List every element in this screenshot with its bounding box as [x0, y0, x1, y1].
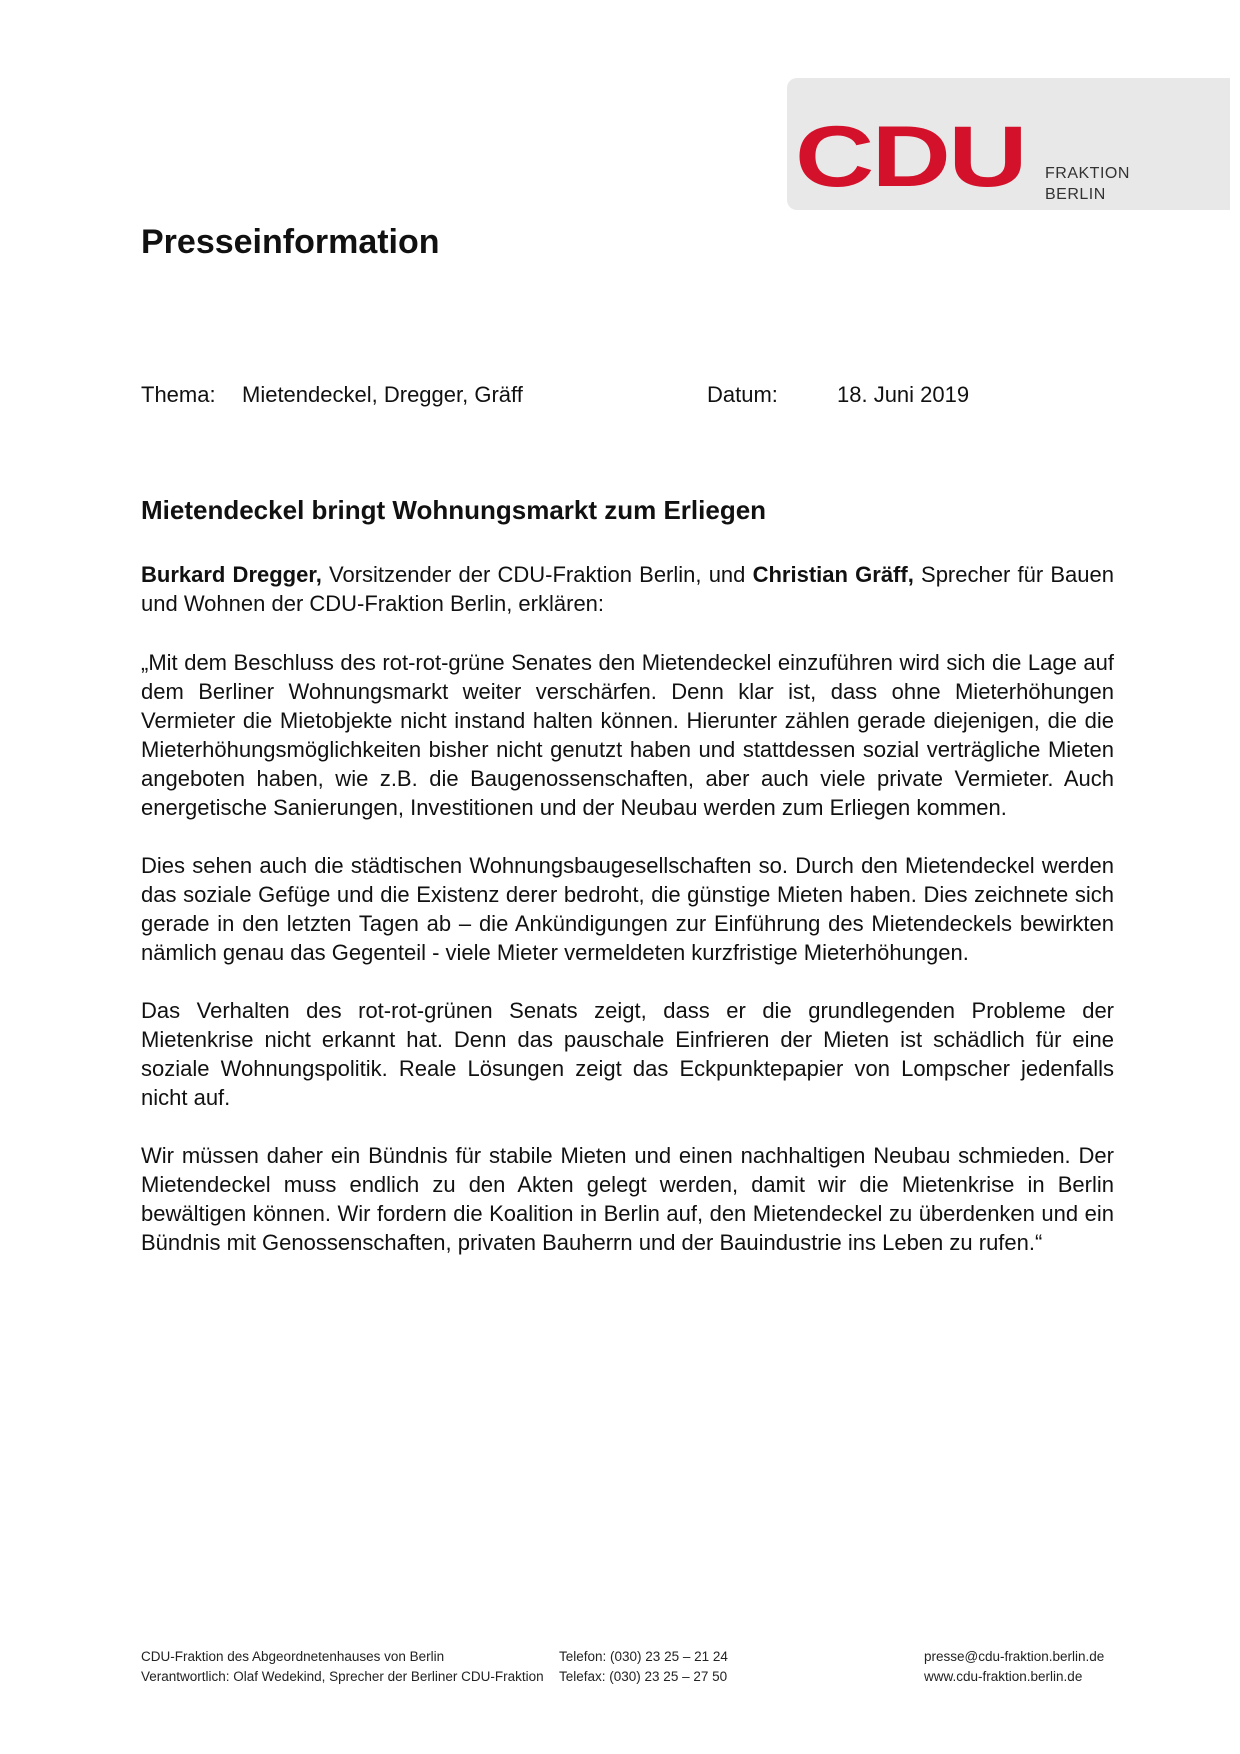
lead-text-2: Sprecher für Bauen und Wohnen der CDU-Fraktion Berlin, erklären: — [141, 562, 1114, 616]
topic-value: Mietendeckel, Dregger, Gräff — [242, 382, 523, 407]
footer-responsible: Verantwortlich: Olaf Wedekind, Sprecher der Berliner CDU-Fraktion — [141, 1669, 544, 1684]
footer-phone: Telefon: (030) 23 25 – 21 24 — [559, 1649, 728, 1664]
paragraph-2: Dies sehen auch die städtischen Wohnungsbaugesellschaften so. Durch den Mietendeckel werden das soziale Gefüge und die Existenz derer bedroht, die günstige Mieten haben. Dies zeichnete sich gerade in den letzten Tagen ab – die Ankündigungen zur Einführung des Mietendeckels bewirkten nämlich genau das Gegenteil - viele Mieter vermeldeten kurzfristige Mieterhöhungen. — [141, 853, 1114, 965]
footer-website-link[interactable]: www.cdu-fraktion.berlin.de — [924, 1669, 1083, 1684]
lead-text-1: Vorsitzender der CDU-Fraktion Berlin, und — [321, 562, 753, 587]
logo-subtitle — [1045, 163, 1130, 205]
footer-contact-block — [559, 1647, 728, 1687]
headline: Mietendeckel bringt Wohnungsmarkt zum Erliegen — [141, 495, 767, 525]
article-body — [141, 560, 1114, 1286]
cdu-logo — [787, 78, 1230, 210]
lead-paragraph — [141, 560, 1114, 618]
logo-line-berlin: BERLIN — [1045, 186, 1106, 203]
paragraph-1: „Mit dem Beschluss des rot-rot-grüne Senates den Mietendeckel einzuführen wird sich die Lage auf dem Berliner Wohnungsmarkt weiter verschärfen. Denn klar ist, dass ohne Mieterhöhungen Vermieter die Mietobjekte nicht instand halten können. Hierunter zählen gerade diejenigen, die die Mieterhöhungsmöglichkeiten bisher nicht genutzt haben und stattdessen sozial verträgliche Mieten angeboten haben, wie z.B. die Baugenossenschaften, aber auch viele private Vermieter. Auch energetische Sanierungen, Investitionen und der Neubau werden zum Erliegen kommen. — [141, 650, 1114, 820]
date-label: Datum: — [707, 382, 778, 407]
speaker-graeff: Christian Gräff, — [752, 562, 914, 587]
date-value: 18. Juni 2019 — [837, 382, 970, 407]
svg-text:CDU: CDU — [795, 122, 1025, 194]
logo-line-fraktion: FRAKTION — [1045, 165, 1130, 182]
footer-email-link[interactable]: presse@cdu-fraktion.berlin.de — [924, 1649, 1105, 1664]
footer-org-block — [141, 1647, 544, 1687]
document-title: Presseinformation — [141, 223, 440, 261]
topic-label: Thema: — [141, 382, 216, 407]
footer-web-block — [924, 1647, 1104, 1687]
paragraph-4: Wir müssen daher ein Bündnis für stabile Mieten und einen nachhaltigen Neubau schmieden. Der Mietendeckel muss endlich zu den Akten gelegt werden, damit wir die Mietenkrise in Berlin bewältigen können. Wir fordern die Koalition in Berlin auf, den Mietendeckel zu überdenken und ein Bündnis mit Genossenschaften, privaten Bauherrn und der Bauindustrie ins Leben zu rufen.“ — [141, 1143, 1114, 1255]
speaker-dregger: Burkard Dregger, — [141, 562, 322, 587]
footer-fax: Telefax: (030) 23 25 – 27 50 — [559, 1669, 728, 1684]
footer-org: CDU-Fraktion des Abgeordnetenhauses von Berlin — [141, 1649, 445, 1664]
paragraph-3: Das Verhalten des rot-rot-grünen Senats zeigt, dass er die grundlegenden Probleme der Mietenkrise nicht erkannt hat. Denn das pauschale Einfrieren der Mieten ist schädlich für eine soziale Wohnungspolitik. Reale Lösungen zeigt das Eckpunktepapier von Lompscher jedenfalls nicht auf. — [141, 998, 1114, 1110]
cdu-wordmark — [795, 122, 1031, 194]
